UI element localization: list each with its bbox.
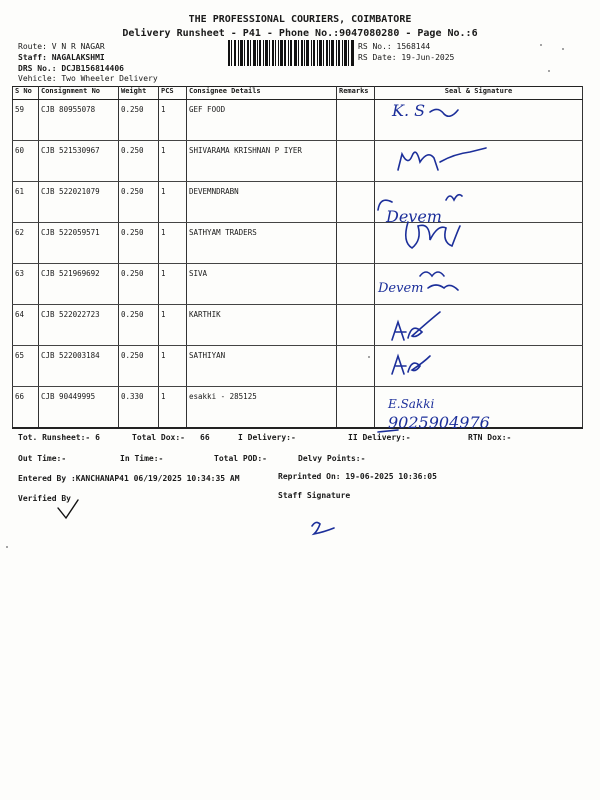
in-time: In Time:- (120, 454, 164, 463)
signature-63: Devem (378, 281, 424, 296)
runsheet-title: Delivery Runsheet - P41 - Phone No.:9047080280 - Page No.:6 (122, 28, 478, 39)
signature-60 (398, 148, 486, 170)
company-name: THE PROFESSIONAL COURIERS, COIMBATORE (188, 14, 412, 25)
consignment-no: CJB 522021079 (39, 182, 119, 223)
pcs: 1 (159, 182, 187, 223)
consignee: KARTHIK (187, 305, 337, 346)
staff-signature-mark (312, 522, 334, 534)
reprinted-on: Reprinted On: 19-06-2025 10:36:05 (278, 472, 437, 481)
scan-speck (6, 546, 8, 548)
sno: 64 (13, 305, 39, 346)
consignment-no: CJB 90449995 (39, 387, 119, 428)
weight: 0.250 (119, 264, 159, 305)
entered-by: Entered By :KANCHANAP41 06/19/2025 10:34:35 AM (18, 474, 240, 483)
delvy-points: Delvy Points:- (298, 454, 366, 463)
weight: 0.250 (119, 100, 159, 141)
i-delivery: I Delivery:- (238, 433, 296, 442)
sno: 65 (13, 346, 39, 387)
total-dox-label: Total Dox:- (132, 433, 185, 442)
pcs: 1 (159, 305, 187, 346)
col-remarks: Remarks (337, 87, 375, 100)
pcs: 1 (159, 346, 187, 387)
col-pcs: PCS (159, 87, 187, 100)
consignment-no: CJB 522059571 (39, 223, 119, 264)
rtn-dox: RTN Dox:- (468, 433, 512, 442)
weight: 0.250 (119, 346, 159, 387)
pcs: 1 (159, 387, 187, 428)
consignment-no: CJB 522022723 (39, 305, 119, 346)
route-label: Route: V N R NAGAR (18, 42, 105, 51)
verified-by: Verified By (18, 494, 71, 503)
consignee: SATHYAM TRADERS (187, 223, 337, 264)
weight: 0.250 (119, 223, 159, 264)
pcs: 1 (159, 141, 187, 182)
sno: 62 (13, 223, 39, 264)
weight: 0.250 (119, 141, 159, 182)
sno: 60 (13, 141, 39, 182)
weight: 0.330 (119, 387, 159, 428)
col-weight: Weight (119, 87, 159, 100)
weight: 0.250 (119, 305, 159, 346)
consignee: esakki - 285125 (187, 387, 337, 428)
total-dox-value: 66 (200, 433, 210, 442)
consignment-no: CJB 522003184 (39, 346, 119, 387)
scan-speck (368, 356, 370, 358)
consignee: SHIVARAMA KRISHNAN P IYER (187, 141, 337, 182)
consignee: SATHIYAN (187, 346, 337, 387)
scan-speck (562, 48, 564, 50)
pcs: 1 (159, 264, 187, 305)
consignment-no: CJB 521530967 (39, 141, 119, 182)
signature-61-flourish (446, 195, 462, 200)
signature-64 (392, 312, 440, 340)
signature-63-stroke (420, 272, 458, 290)
col-consignee: Consignee Details (187, 87, 337, 100)
rs-number: RS No.: 1568144 (358, 42, 431, 51)
signature-65 (392, 356, 430, 374)
consignee: GEF FOOD (187, 100, 337, 141)
sno: 63 (13, 264, 39, 305)
consignee: DEVEMNDRABN (187, 182, 337, 223)
signature-66-name: E.Sakki (388, 397, 435, 411)
sno: 61 (13, 182, 39, 223)
signature-66-phone: 9025904976 (388, 413, 490, 432)
pcs: 1 (159, 100, 187, 141)
scan-speck (548, 70, 550, 72)
out-time: Out Time:- (18, 454, 67, 463)
sno: 66 (13, 387, 39, 428)
signature-61: Devem (386, 207, 442, 226)
ii-delivery: II Delivery:- (348, 433, 411, 442)
staff-signature-label: Staff Signature (278, 491, 351, 500)
col-consignment: Consignment No (39, 87, 119, 100)
drs-number: DRS No.: DCJB156814406 (18, 64, 124, 73)
pcs: 1 (159, 223, 187, 264)
scan-speck (540, 44, 542, 46)
total-pod: Total POD:- (214, 454, 267, 463)
col-signature: Seal & Signature (375, 87, 583, 100)
weight: 0.250 (119, 182, 159, 223)
sno: 59 (13, 100, 39, 141)
vehicle-label: Vehicle: Two Wheeler Delivery (18, 74, 158, 83)
signature-59-stroke (430, 109, 458, 116)
consignee: SIVA (187, 264, 337, 305)
staff-label: Staff: NAGALAKSHMI (18, 53, 105, 62)
signature-59: K. S (392, 101, 426, 120)
consignment-no: CJB 80955078 (39, 100, 119, 141)
tot-runsheet: Tot. Runsheet:- 6 (18, 433, 100, 442)
rs-date: RS Date: 19-Jun-2025 (358, 53, 455, 62)
consignment-no: CJB 521969692 (39, 264, 119, 305)
col-sno: S No (13, 87, 39, 100)
